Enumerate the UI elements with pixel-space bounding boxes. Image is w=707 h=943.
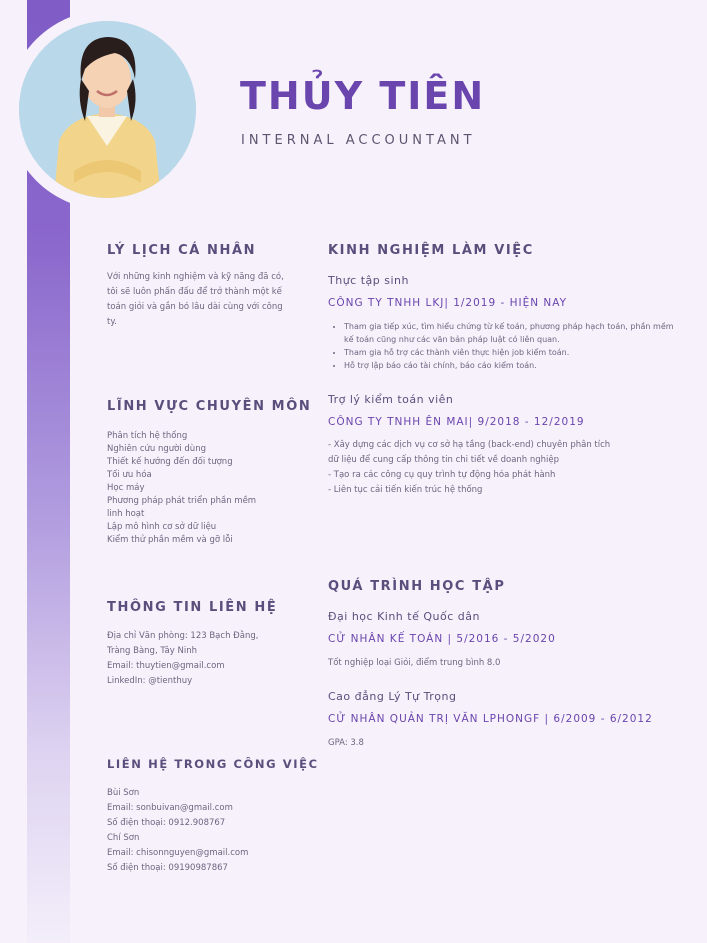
candidate-role: INTERNAL ACCOUNTANT bbox=[241, 133, 476, 148]
school-degree: CỬ NHÂN KẾ TOÁN | 5/2016 - 5/2020 bbox=[328, 633, 556, 645]
contact-title: THÔNG TIN LIÊN HỆ bbox=[107, 600, 278, 615]
job-bullet: • Tham gia hỗ trợ các thành viên thực hiện job kiểm toán. bbox=[344, 346, 674, 359]
job-position: Thực tập sinh bbox=[328, 274, 409, 287]
reference-name: Bùi Sơn bbox=[107, 788, 140, 798]
expertise-item: Phương pháp phát triển phần mềm bbox=[107, 496, 257, 506]
job-line: - Tạo ra các công cụ quy trình tự động hóa phát hành bbox=[328, 470, 556, 480]
expertise-title: LĨNH VỰC CHUYÊN MÔN bbox=[107, 399, 312, 414]
job-description bbox=[328, 438, 658, 498]
reference-email[interactable]: Email: chisonnguyen@gmail.com bbox=[107, 848, 249, 858]
job-bullet: • Tham gia tiếp xúc, tìm hiểu chứng từ kế toán, phương pháp hạch toán, phần mềm kế toán cũng như các văn bản pháp luật có liên quan. bbox=[344, 320, 674, 346]
avatar-illustration bbox=[19, 21, 196, 198]
job-line: dữ liệu để cung cấp thông tin chi tiết về doanh nghiệp bbox=[328, 455, 560, 465]
avatar-photo bbox=[19, 21, 196, 198]
school-name: Cao đẳng Lý Tự Trọng bbox=[328, 690, 457, 703]
school-name: Đại học Kinh tế Quốc dân bbox=[328, 610, 480, 623]
expertise-item: Nghiên cứu người dùng bbox=[107, 444, 206, 454]
expertise-item: Học máy bbox=[107, 483, 145, 493]
job-line: - Xây dựng các dịch vụ cơ sở hạ tầng (back-end) chuyên phân tích bbox=[328, 440, 611, 450]
reference-name: Chí Sơn bbox=[107, 833, 140, 843]
job-bullets bbox=[330, 320, 674, 372]
job-company: CÔNG TY TNHH ÊN MAI| 9/2018 - 12/2019 bbox=[328, 416, 585, 428]
reference-email[interactable]: Email: sonbuivan@gmail.com bbox=[107, 803, 233, 813]
reference-phone[interactable]: Số điện thoại: 09190987867 bbox=[107, 863, 228, 873]
contact-linkedin[interactable]: LinkedIn: @tienthuy bbox=[107, 676, 193, 686]
profile-text: Với những kinh nghiệm và kỹ năng đã có, tôi sẽ luôn phấn đấu để trở thành một kế toán giỏi và gắn bó lâu dài cùng với công ty. bbox=[107, 272, 284, 327]
job-bullet: • Hỗ trợ lập báo cáo tài chính, báo cáo kiểm toán. bbox=[344, 359, 674, 372]
school-note: Tốt nghiệp loại Giỏi, điểm trung bình 8.0 bbox=[328, 658, 501, 668]
work-contact-title: LIÊN HỆ TRONG CÔNG VIỆC bbox=[107, 757, 319, 771]
school-degree: CỬ NHÂN QUẢN TRỊ VĂN LPHONGF | 6/2009 - 6/2012 bbox=[328, 713, 653, 725]
expertise-item: Phân tích hệ thống bbox=[107, 431, 188, 441]
profile-title: LÝ LỊCH CÁ NHÂN bbox=[107, 243, 257, 258]
expertise-item: linh hoạt bbox=[107, 509, 145, 519]
expertise-item: Tối ưu hóa bbox=[107, 470, 152, 480]
work-contact-list bbox=[107, 786, 248, 876]
school-note: GPA: 3.8 bbox=[328, 738, 364, 748]
education-title: QUÁ TRÌNH HỌC TẬP bbox=[328, 579, 506, 594]
job-position: Trợ lý kiểm toán viên bbox=[328, 393, 454, 406]
reference-phone[interactable]: Số điện thoại: 0912.908767 bbox=[107, 818, 226, 828]
expertise-item: Kiểm thử phần mềm và gỡ lỗi bbox=[107, 535, 233, 545]
job-line: - Liên tục cải tiến kiến trúc hệ thống bbox=[328, 485, 483, 495]
expertise-list bbox=[107, 430, 256, 547]
contact-address: Tràng Bàng, Tây Ninh bbox=[107, 646, 197, 656]
contact-email[interactable]: Email: thuytien@gmail.com bbox=[107, 661, 225, 671]
candidate-name: THỦY TIÊN bbox=[240, 74, 486, 118]
contact-address: Địa chỉ Văn phòng: 123 Bạch Đằng, bbox=[107, 631, 259, 641]
expertise-item: Lập mô hình cơ sở dữ liệu bbox=[107, 522, 217, 532]
expertise-item: Thiết kế hướng đến đối tượng bbox=[107, 457, 233, 467]
contact-list bbox=[107, 629, 258, 689]
job-company: CÔNG TY TNHH LKJ| 1/2019 - HIỆN NAY bbox=[328, 297, 568, 309]
experience-title: KINH NGHIỆM LÀM VIỆC bbox=[328, 243, 534, 258]
